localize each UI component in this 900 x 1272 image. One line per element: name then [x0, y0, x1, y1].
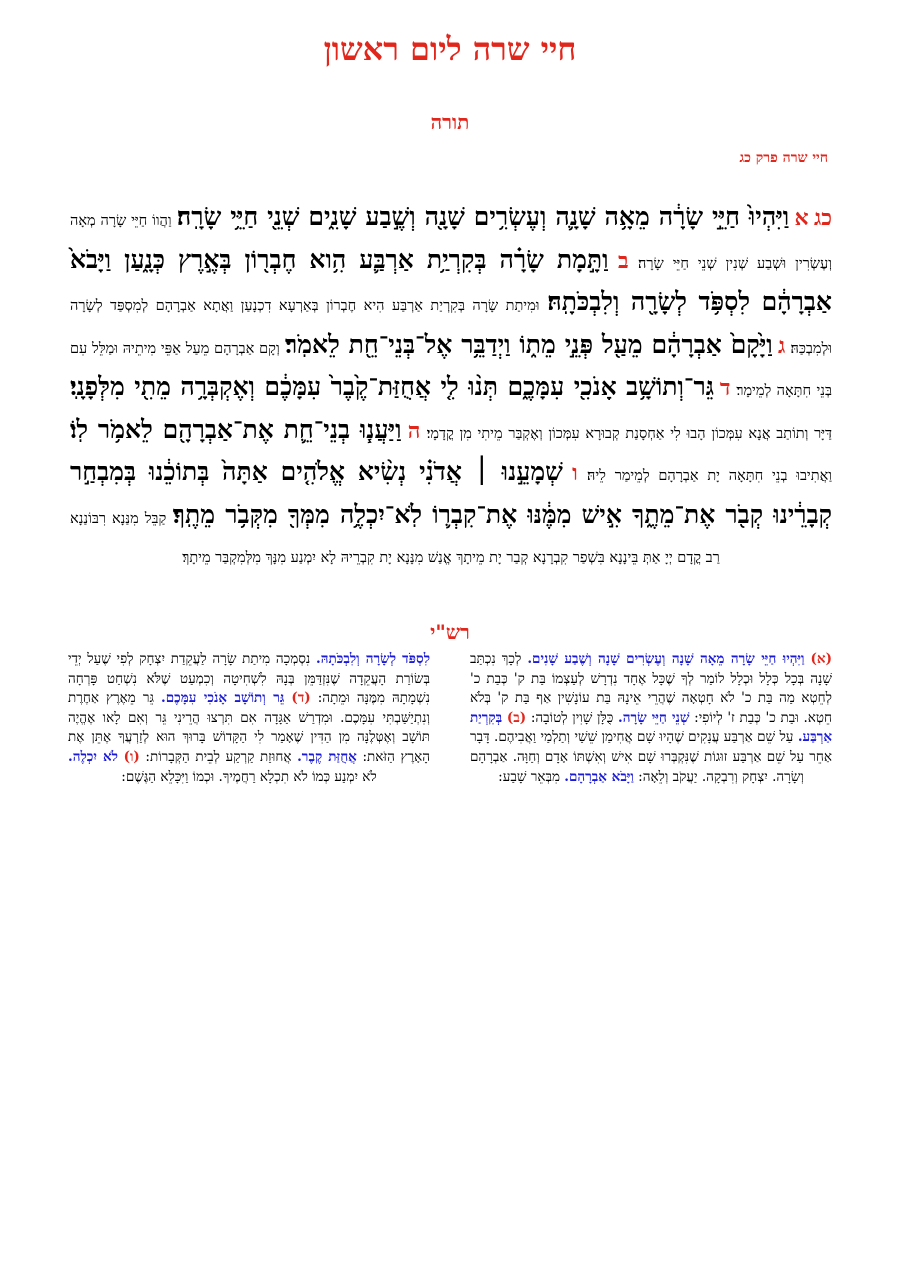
- rashi-dibur-hamatchil: לִסְפֹּד לְשָׂרָה וְלִבְכֹּתָהּ.: [316, 651, 431, 667]
- verse-text: שְׁמָעֵ֣נוּ ׀ אֲדֹנִ֗י נְשִׂ֨יא אֱלֹהִ֤ים אַתָּה֙ בְּתוֹכֵ֔נוּ בְּמִבְחַ֣ר קְבָרֵ֔ינוּ קְבֹ֖ר אֶת־מֵתֶ֑ךָ אִ֣ישׁ מִמֶּ֔נּוּ אֶת־קִבְר֛וֹ לֹֽא־יִכְלֶ֥ה מִמְּךָ֖ מִקְּבֹ֥ר מֵתֶֽךָ׃: [70, 457, 832, 529]
- verse-number: ג: [777, 332, 786, 359]
- onkelos-text: דַּיָּר וְתוֹתַב אֲנָא עִמְּכוֹן הָבוּ לִי אַחְסָנַת קְבוּרָא עִמְּכוֹן וְאֶקְבַּר מֵיתִי מִן קֳדָמָי׃: [426, 425, 833, 442]
- rashi-verse-ref: (א): [810, 651, 832, 667]
- onkelos-text: וַאֲתִיבוּ בְנֵי חִתָּאָה יָת אַבְרָהָם לְמֵימַר לֵיהּ׃: [587, 468, 832, 484]
- verse-number: ה: [407, 417, 421, 444]
- verse-number: ב: [618, 247, 629, 274]
- rashi-comment: גֵּר מֵאֶרֶץ אַחֶרֶת וְנִתְיַשַּׁבְתִּי עִמָּכֶם. וּמִדְרַשׁ אַגָּדָה אִם תִּרְצוּ הֲרֵינִי גֵּר וְאִם לָאו אֶהֱיֶה תּוֹשָׁב וְאֶטְּלֶנָּה מִן הַדִּין שֶׁאָמַר לִי הַקָּדוֹשׁ בָּרוּךְ הוּא לְזַרְעֲךָ אֶתֵּן אֶת הָאָרֶץ הַזֹּאת:: [68, 690, 431, 765]
- rashi-right-column: [470, 650, 832, 787]
- rashi-verse-ref: (ב): [506, 709, 527, 726]
- onkelos-text: וְקָם אַבְרָהָם מֵעַל אַפֵּי מִיתֵיהּ וּמַלֵּל עִם בְּנֵי חִתָּאָה לְמֵימָר׃: [70, 340, 832, 399]
- rashi-verse-ref: (ד): [291, 690, 311, 707]
- rashi-verse-ref: (ו): [123, 748, 140, 765]
- rashi-left-column: [68, 650, 430, 787]
- chapter-reference: חיי שרה פרק כג: [739, 150, 828, 166]
- verse-number: א: [794, 205, 809, 231]
- verse-number: ד: [719, 375, 731, 401]
- rashi-comment: כֻּלָּן שָׁוִין לְטוֹבָה:: [530, 709, 614, 726]
- rashi-dibur-hamatchil: אֲחֻזַּת קֶבֶר.: [297, 748, 357, 765]
- rashi-dibur-hamatchil: לֹא יִכְלֶה.: [68, 748, 118, 765]
- verse-text: וַיִּהְיוּ֙ חַיֵּ֣י שָׂרָ֔ה מֵאָ֥ה שָׁנָ֛ה וְעֶשְׂרִ֥ים שָׁנָ֖ה וְשֶׁ֣בַע שָׁנִ֑ים שְׁנֵ֖י חַיֵּ֥י שָׂרָֽה׃: [176, 202, 790, 231]
- verse-number: ו: [572, 460, 578, 486]
- rashi-dibur-hamatchil: גֵּר וְתוֹשָׁב אָנֹכִי עִמָּכֶם.: [161, 690, 285, 707]
- verse-text: גֵּר־וְתוֹשָׁ֥ב אָנֹכִ֖י עִמָּכֶ֑ם תְּנ֨וּ לִ֤י אֲחֻזַּת־קֶ֙בֶר֙ עִמָּכֶ֔ם וְאֶקְבְּרָ֥ה מֵתִ֖י מִלְּפָנָֽי׃: [70, 372, 715, 401]
- onkelos-text: וּמִיתַת שָׂרָה בְּקִרְיַת אַרְבַּע הִיא חֶבְרוֹן בְּאַרְעָא דִכְנָעַן וַאֲתָא אַבְרָהָם לְמִסְפַּד לְשָׂרָה וּלְמִבְכַּהּ׃: [70, 298, 832, 357]
- chapter-label: כג: [814, 205, 833, 231]
- onkelos-text: קַבֵּל מִנַּנָא רִבּוֹנַנָא רַב קֳדָם יְיָ אַתְּ בֵּינָנָא בִּשְׁפַר קִבְרָנָא קְבַר יָת מֵיתָךְ אֱנַשׁ מִנָּנָא יָת קִבְרֵיהּ לָא יִמְנַע מִנָּךְ מִלְּמִקְבַּר מֵיתָךְ׃: [70, 510, 720, 566]
- rashi-comment: עַל שֵׁם אַרְבַּע עֲנָקִים שֶׁהָיוּ שָׁם אֲחִימַן שֵׁשַׁי וְתַלְמַי וַאֲבִיהֶם. דָּבָר אַחֵר עַל שֵׁם אַרְבַּע זוּגוֹת שֶׁנִּקְבְּרוּ שָׁם אִישׁ וְאִשְׁתּוֹ אָדָם וְחַוָּה. אַבְרָהָם וְשָׂרָה. יִצְחָק וְרִבְקָה. יַעֲקֹב וְלֵאָה:: [470, 729, 832, 785]
- rashi-heading: רש"י: [430, 620, 470, 644]
- page-title: חיי שרה ליום ראשון: [323, 30, 577, 68]
- verse-text: וַיַּעֲנ֧וּ בְנֵי־חֵ֛ת אֶת־אַבְרָהָ֖ם לֵאמֹ֥ר לֽוֹ׃: [70, 414, 402, 444]
- rashi-comment: לֹא יִמְנַע כְּמוֹ לֹא תִכְלָא רַחֲמֶיךָ. וּכְמוֹ וַיִּכָּלֵא הַגֶּשֶׁם:: [121, 768, 377, 785]
- rashi-comment: נִסְמְכָה מִיתַת שָׂרָה לַעֲקֵדַת יִצְחָק לְפִי שֶׁעַל יְדֵי בְּשׂוֹרַת הָעֲקֵדָה שֶׁנִּזְדַּמֵּן בְּנָהּ לִשְׁחִיטָה וְכִמְעַט שֶׁלֹּא נִשְׁחַט פָּרְחָה נִשְׁמָתָהּ מִמֶּנָּה וּמֵתָה:: [68, 651, 430, 707]
- section-title: תורה: [430, 110, 470, 134]
- rashi-comment: אֲחוּזַת קַרְקַע לְבֵית הַקְּבָרוֹת:: [145, 748, 292, 765]
- verse-text: וַיָּ֙קָם֙ אַבְרָהָ֔ם מֵעַ֖ל פְּנֵ֣י מֵת֑וֹ וַיְדַבֵּ֥ר אֶל־בְּנֵי־חֵ֖ת לֵאמֹֽר׃: [284, 329, 773, 359]
- rashi-comment: לְכָךְ נִכְתַּב שָׁנָה בְּכָל כְּלָל וּכְלָל לוֹמַר לְךָ שֶׁכָּל אֶחָד נִדְרָשׁ לְעַצְמוֹ בַּת ק' כְּבַת כ' לְחֵטְא מַה בַּת כ' לֹא חָטְאָה שֶׁהֲרֵי אֵינָהּ בַּת עוֹנָשִׁין אַף בַּת ק' בְּלֹא חֵטְא. וּבַת כ' כְּבַת ז' לְיוֹפִי:: [470, 651, 832, 726]
- rashi-dibur-hamatchil: וַיָּבֹא אַבְרָהָם.: [564, 768, 634, 785]
- torah-text: [70, 198, 832, 578]
- onkelos-text: וַהֲווֹ חַיֵּי שָׂרָה מְאָה וְעֶשְׂרִין וּשְׁבַע שְׁנִין שְׁנֵי חַיֵּי שָׂרָה׃: [70, 213, 832, 272]
- rashi-dibur-hamatchil: שְׁנֵי חַיֵּי שָׂרָה.: [618, 709, 690, 726]
- verse-text: וַתָּ֣מָת שָׂרָ֗ה בְּקִרְיַ֥ת אַרְבַּ֛ע הִ֥וא חֶבְר֖וֹן בְּאֶ֣רֶץ כְּנָ֑עַן וַיָּבֹא֙ אַבְרָהָ֔ם לִסְפֹּ֥ד לְשָׂרָ֖ה וְלִבְכֹּתָֽהּ׃: [70, 244, 832, 316]
- rashi-dibur-hamatchil: בְּקִרְיַת אַרְבַּע.: [470, 709, 833, 746]
- verses: [70, 202, 833, 566]
- rashi-dibur-hamatchil: וַיִּהְיוּ חַיֵּי שָׂרָה מֵאָה שָׁנָה וְעֶשְׂרִים שָׁנָה וְשֶׁבַע שָׁנִים.: [527, 651, 805, 667]
- rashi-comment: מִבְּאֵר שָׁבַע:: [498, 768, 560, 785]
